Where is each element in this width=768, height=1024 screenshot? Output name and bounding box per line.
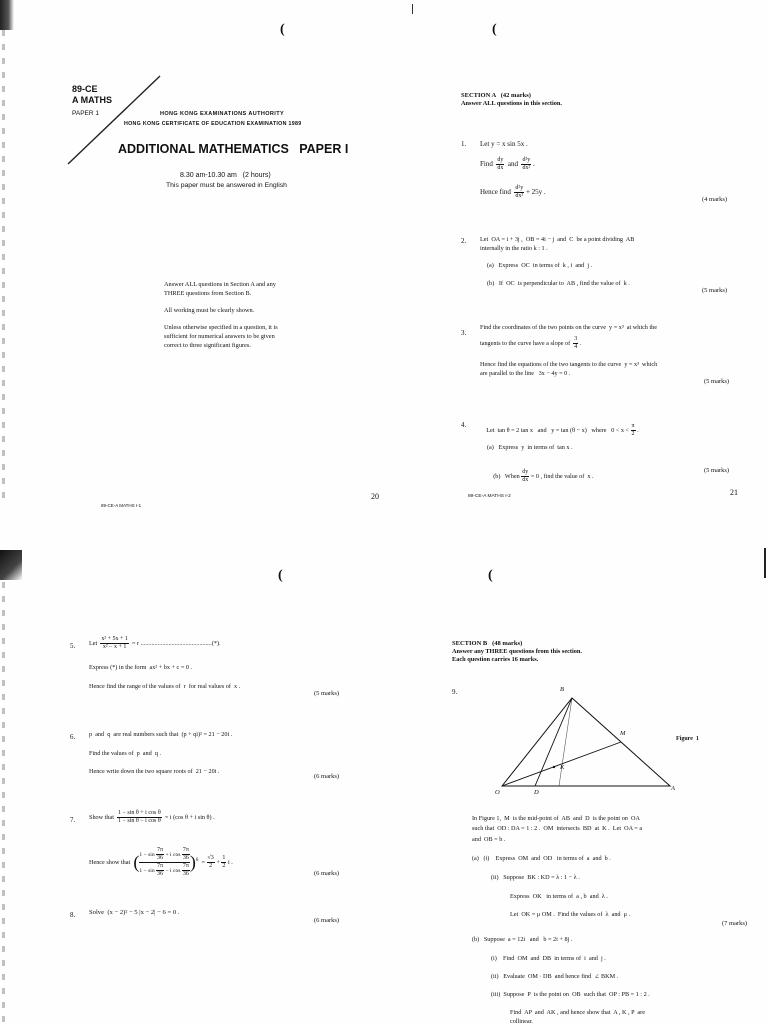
- q9-part-b: (b) Suppose a = 12i and b = 2i + 8j .: [472, 936, 573, 943]
- q5-text: Let $\frac{\text{x² + 5x + 1}}{\text{x² − x + 1}}$ = r ..............................................(*).: [89, 636, 221, 650]
- exam-time: 8.30 am-10.30 am (2 hours): [180, 172, 271, 179]
- marks: (4 marks): [702, 196, 728, 203]
- marks: (5 marks): [704, 378, 730, 385]
- page-20: [0, 0, 384, 512]
- q1-find: Find $\frac{dy}{dx}$ and $\frac{\text{d²y}}{\text{dx²}}$ .: [480, 157, 535, 171]
- authority: HONG KONG EXAMINATIONS AUTHORITY: [160, 111, 285, 117]
- q9-part-b-i: (i) Find OM and DB in terms of i and j .: [491, 955, 606, 962]
- scan-left-edge: [2, 30, 5, 500]
- marks: (5 marks): [314, 690, 340, 697]
- page-23: [384, 512, 768, 1024]
- q9-part-a-ii: Express OK in terms of a , b and λ .: [510, 893, 608, 900]
- point-label-d: D: [534, 789, 539, 796]
- q9-text: and OB = b .: [472, 836, 506, 843]
- q4-text: Let tan θ = 2 tan x and y = tan (θ − x) where 0 < x < $\frac{\pi}{2}$ .: [486, 423, 639, 437]
- page-21: [384, 0, 768, 512]
- corner-bracket: (: [278, 568, 283, 583]
- page-number: 21: [730, 488, 738, 497]
- point-label-k: K: [560, 764, 565, 771]
- section-b-title: SECTION B (48 marks): [452, 640, 523, 647]
- q3-text: are parallel to the line 3x − 4y = 0 .: [480, 370, 571, 377]
- page-footer: 89-CE-A MATHS I-1: [101, 503, 142, 508]
- marks: (6 marks): [314, 870, 340, 877]
- q7-hence: Hence show that ( 1 − sin $\frac{7\pi}{36}$ + i cos $\frac{7\pi}{36}$ 1 − sin $\frac{7\pi}{36}$ − i cos $\frac{7\pi}{36}$ )$^6$ = $\frac{√3}{2}$ + $\frac{1}{2}$ i .: [89, 847, 233, 877]
- q9-part-b-iii: collinear.: [510, 1018, 533, 1024]
- q2-part-b: (b) If OC is perpendicular to AB , find the value of k .: [487, 280, 630, 287]
- page-footer: 89-CE-A MATHS I-2: [468, 494, 511, 499]
- exam-code: 89-CE: [72, 84, 98, 94]
- q9-text: such that OD : DA = 1 : 2 . OM intersects BD at K . Let OA = a: [472, 825, 643, 832]
- question-number: 5.: [70, 642, 76, 650]
- q3-text: tangents to the curve have a slope of $\frac{3}{4}$ .: [480, 336, 582, 350]
- question-number: 9.: [452, 688, 458, 696]
- question-number: 4.: [461, 421, 467, 429]
- point-label-b: B: [560, 686, 564, 693]
- q9-part-a-ii: Let OK = μ OM . Find the values of λ and μ .: [510, 911, 631, 918]
- paper-title: ADDITIONAL MATHEMATICS PAPER I: [118, 142, 349, 156]
- q5-text: Express (*) in the form ax² + bx + c = 0 .: [89, 664, 193, 671]
- scan-edge-mark: [0, 0, 14, 30]
- marks: (6 marks): [314, 917, 340, 924]
- q1-hence: Hence find $\frac{\text{d²y}}{\text{dx²}}$ + 25y .: [480, 185, 546, 199]
- certificate: HONG KONG CERTIFICATE OF EDUCATION EXAMINATION 1989: [124, 121, 302, 127]
- marks: (7 marks): [722, 920, 748, 927]
- q9-part-b-iii: Find AP and AK , and hence show that A , K , P are: [510, 1009, 645, 1016]
- q6-text: Hence write down the two square roots of 21 − 20i .: [89, 768, 220, 775]
- figure-caption: Figure 1: [676, 736, 699, 742]
- q8-text: Solve (x − 2)² − 5 |x − 2| − 6 = 0 .: [89, 909, 180, 916]
- figure-1-diagram: [484, 684, 684, 794]
- scan-right-edge: [764, 548, 766, 578]
- section-a-instructions: Answer ALL questions in this section.: [461, 100, 563, 107]
- corner-bracket: (: [492, 22, 497, 37]
- question-number: 3.: [461, 329, 467, 337]
- q4-part-b: (b) When $\frac{dy}{dx}$ = 0 , find the value of x .: [493, 469, 594, 483]
- q3-text: Hence find the equations of the two tangents to the curve y = x³ which: [480, 361, 658, 368]
- point-label-a: A: [671, 785, 675, 792]
- section-b-instructions: Each question carries 16 marks.: [452, 656, 539, 663]
- page-22: [0, 512, 384, 1024]
- q5-text: Hence find the range of the values of r for real values of x .: [89, 683, 241, 690]
- q6-text: p and q are real numbers such that (p + qi)² = 21 − 20i .: [89, 731, 233, 738]
- section-b-instructions: Answer any THREE questions from this section.: [452, 648, 582, 655]
- question-number: 6.: [70, 733, 76, 741]
- marks: (5 marks): [704, 467, 730, 474]
- marks: (6 marks): [314, 773, 340, 780]
- paper-label: PAPER 1: [72, 110, 99, 117]
- instruction-line: correct to three significant figures.: [164, 342, 251, 349]
- corner-bracket: (: [488, 568, 493, 583]
- question-number: 1.: [461, 140, 467, 148]
- language-note: This paper must be answered in English: [166, 182, 287, 189]
- q6-text: Find the values of p and q .: [89, 750, 162, 757]
- scan-top-tick: [412, 4, 413, 14]
- q9-part-a-i: (a) (i) Express OM and OD in terms of a and b .: [472, 855, 611, 862]
- scan-left-edge: [2, 582, 5, 1022]
- q2-text: Let OA = i + 3j , OB = 4i − j and C be a point dividing AB: [480, 236, 635, 243]
- q9-part-b-iii: (iii) Suppose P is the point on OB such that OP : PB = 1 : 2 .: [491, 991, 650, 998]
- q9-part-a-ii: (ii) Suppose BK : KD = λ : 1 − λ .: [491, 874, 580, 881]
- question-number: 2.: [461, 237, 467, 245]
- point-label-o: O: [495, 789, 500, 796]
- q1-text: Let y = x sin 5x .: [480, 140, 528, 148]
- q2-part-a: (a) Express OC in terms of k , i and j .: [487, 262, 593, 269]
- q2-text: internally in the ratio k : 1 .: [480, 245, 548, 252]
- instruction-line: Answer ALL questions in Section A and any: [164, 281, 276, 288]
- question-number: 8.: [70, 911, 76, 919]
- point-label-m: M: [620, 730, 626, 737]
- q9-text: In Figure 1, M is the mid-point of AB and D is the point on OA: [472, 815, 640, 822]
- scan-edge-mark: [0, 550, 22, 580]
- instruction-line: sufficient for numerical answers to be given: [164, 333, 275, 340]
- instruction-line: THREE questions from Section B.: [164, 290, 252, 297]
- q3-text: Find the coordinates of the two points on the curve y = x³ at which the: [480, 324, 658, 331]
- section-a-title: SECTION A (42 marks): [461, 92, 531, 99]
- q9-part-b-ii: (ii) Evaluate OM · DB and hence find ∠ BKM .: [491, 973, 619, 980]
- instruction-line: All working must be clearly shown.: [164, 307, 255, 314]
- corner-bracket: (: [280, 22, 285, 37]
- question-number: 7.: [70, 816, 76, 824]
- q4-part-a: (a) Express y in terms of tan x .: [487, 444, 573, 451]
- q7-text: Show that $\frac{\text{1 − sin θ + i cos θ}}{\text{1 − sin θ − i cos θ}}$ = i (cos θ + i sin θ) .: [89, 810, 215, 824]
- page-number: 20: [371, 492, 379, 501]
- instruction-line: Unless otherwise specified in a question, it is: [164, 324, 278, 331]
- subject: A MATHS: [72, 95, 112, 105]
- marks: (5 marks): [702, 287, 728, 294]
